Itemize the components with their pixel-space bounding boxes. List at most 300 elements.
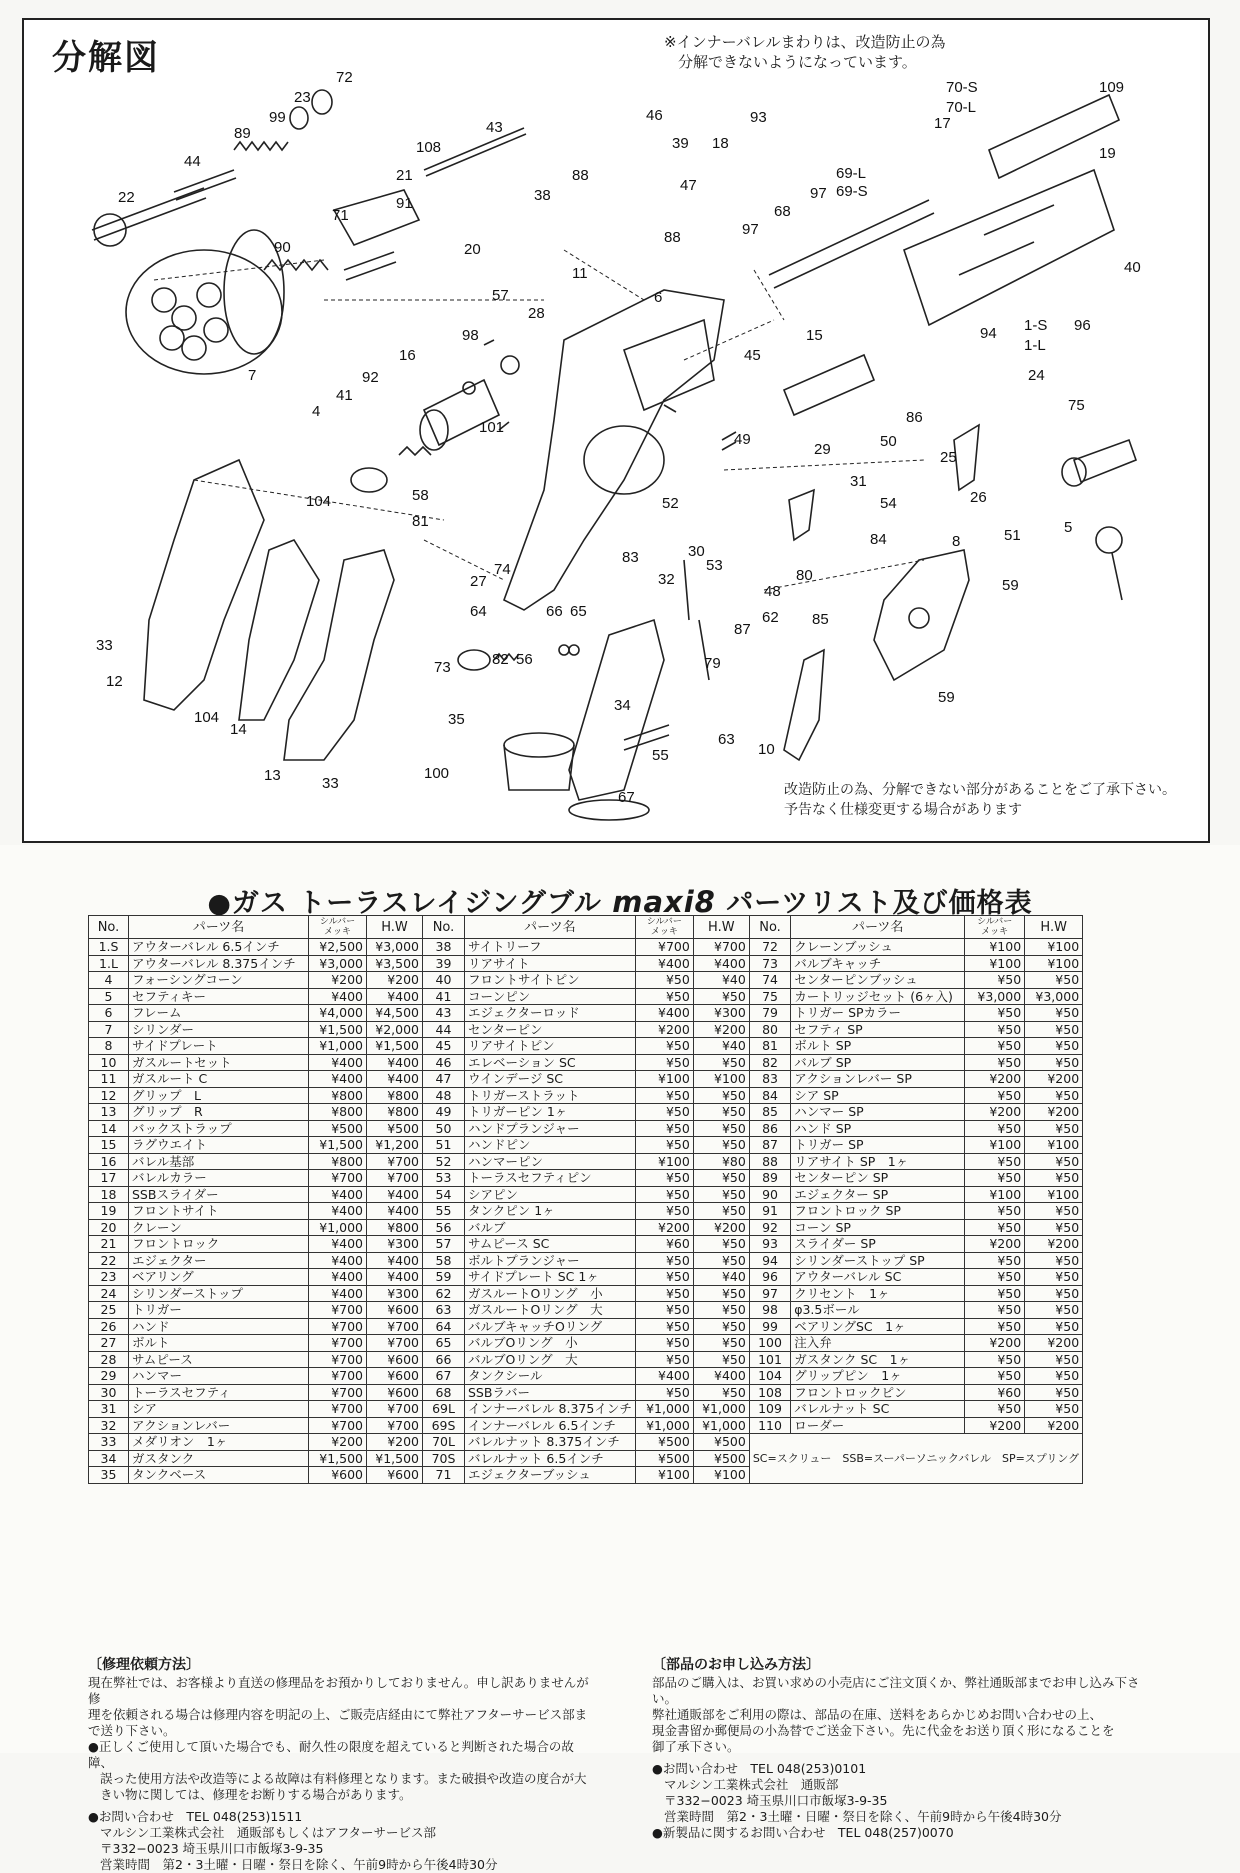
label: 65 — [570, 603, 587, 620]
part-name: エジェクター SP — [791, 1186, 965, 1203]
part-name: バレルナット SC — [791, 1401, 965, 1418]
price-hw: ¥700 — [367, 1401, 423, 1418]
part-no: 16 — [89, 1153, 129, 1170]
label: 17 — [934, 115, 951, 132]
part-name: セフティ SP — [791, 1021, 965, 1038]
part-no: 63 — [423, 1302, 465, 1319]
price-hw: ¥100 — [693, 1467, 749, 1484]
part-no: 52 — [423, 1153, 465, 1170]
table-row — [89, 1186, 1083, 1203]
price-hw: ¥50 — [693, 1252, 749, 1269]
part-no: 110 — [749, 1417, 790, 1434]
price-hw: ¥100 — [1025, 955, 1083, 972]
part-name: SSBラバー — [465, 1384, 636, 1401]
part-no: 68 — [423, 1384, 465, 1401]
label: 23 — [294, 89, 311, 106]
price-silver: ¥700 — [309, 1351, 367, 1368]
price-hw: ¥200 — [693, 1219, 749, 1236]
part-no: 89 — [749, 1170, 790, 1187]
price-silver: ¥100 — [635, 1467, 693, 1484]
price-hw: ¥50 — [693, 1137, 749, 1154]
diagram-title: 分解図 — [52, 38, 160, 78]
price-hw: ¥50 — [1025, 1384, 1083, 1401]
label: 96 — [1074, 317, 1091, 334]
label: 35 — [448, 711, 465, 728]
part-name: コーンピン — [465, 988, 636, 1005]
label: 80 — [796, 567, 813, 584]
part-no: 24 — [89, 1285, 129, 1302]
price-hw: ¥50 — [693, 1335, 749, 1352]
price-silver: ¥700 — [635, 939, 693, 956]
table-row — [89, 1021, 1083, 1038]
order-contact-tel: ●お問い合わせ TEL 048(253)0101 — [652, 1761, 867, 1776]
label: 1-S — [1024, 317, 1048, 334]
label: 57 — [492, 287, 509, 304]
part-no: 44 — [423, 1021, 465, 1038]
price-silver: ¥400 — [309, 1203, 367, 1220]
table-row — [89, 1170, 1083, 1187]
price-hw: ¥400 — [367, 988, 423, 1005]
price-silver: ¥50 — [635, 1186, 693, 1203]
new-products-contact: ●新製品に関するお問い合わせ TEL 048(257)0070 — [652, 1825, 954, 1840]
parts-table-body — [89, 939, 1083, 1484]
label: 54 — [880, 495, 897, 512]
part-no: 53 — [423, 1170, 465, 1187]
price-hw: ¥50 — [1025, 1120, 1083, 1137]
part-name: ガスルート C — [129, 1071, 309, 1088]
table-row — [89, 1368, 1083, 1385]
label: 41 — [336, 387, 353, 404]
price-silver: ¥50 — [635, 1120, 693, 1137]
label: 73 — [434, 659, 451, 676]
label: 49 — [734, 431, 751, 448]
order-contact-company: マルシン工業株式会社 通販部 — [664, 1777, 839, 1792]
table-row — [89, 1054, 1083, 1071]
part-no: 74 — [749, 972, 790, 989]
price-silver: ¥50 — [965, 1219, 1025, 1236]
part-no: 101 — [749, 1351, 790, 1368]
price-hw: ¥50 — [693, 1170, 749, 1187]
table-row — [89, 1236, 1083, 1253]
price-silver: ¥50 — [635, 1335, 693, 1352]
price-silver: ¥400 — [309, 1269, 367, 1286]
label: 72 — [336, 69, 353, 86]
table-header-row — [89, 916, 1083, 939]
part-name: シア SP — [791, 1087, 965, 1104]
part-name: アクションレバー — [129, 1417, 309, 1434]
table-row — [89, 1087, 1083, 1104]
label: 69-L — [836, 165, 867, 182]
price-hw: ¥500 — [367, 1120, 423, 1137]
price-silver: ¥700 — [309, 1318, 367, 1335]
price-silver: ¥800 — [309, 1087, 367, 1104]
price-hw: ¥50 — [1025, 1401, 1083, 1418]
label: 38 — [534, 187, 551, 204]
price-hw: ¥300 — [693, 1005, 749, 1022]
price-silver: ¥2,500 — [309, 939, 367, 956]
label: 40 — [1124, 259, 1141, 276]
price-hw: ¥50 — [693, 1285, 749, 1302]
price-hw: ¥200 — [1025, 1071, 1083, 1088]
label: 59 — [1002, 577, 1019, 594]
label: 87 — [734, 621, 751, 638]
part-no: 100 — [749, 1335, 790, 1352]
label: 109 — [1099, 79, 1125, 96]
price-silver: ¥700 — [309, 1302, 367, 1319]
price-silver: ¥700 — [309, 1384, 367, 1401]
col-silver: シルバー メッキ — [635, 916, 693, 939]
price-hw: ¥50 — [693, 1120, 749, 1137]
price-silver: ¥200 — [965, 1104, 1025, 1121]
part-no: 84 — [749, 1087, 790, 1104]
price-hw: ¥400 — [367, 1071, 423, 1088]
price-silver: ¥100 — [635, 1071, 693, 1088]
part-name: トリガー SPカラー — [791, 1005, 965, 1022]
label: 5 — [1064, 519, 1073, 536]
price-hw: ¥50 — [1025, 1252, 1083, 1269]
price-silver: ¥50 — [965, 1005, 1025, 1022]
price-silver: ¥50 — [635, 1252, 693, 1269]
price-hw: ¥3,000 — [367, 939, 423, 956]
price-hw: ¥50 — [1025, 1038, 1083, 1055]
price-silver: ¥500 — [309, 1120, 367, 1137]
price-silver: ¥50 — [635, 1285, 693, 1302]
table-row — [89, 1401, 1083, 1418]
order-line: 御了承下さい。 — [652, 1739, 740, 1754]
part-name: タンクベース — [129, 1467, 309, 1484]
label: 104 — [306, 493, 332, 510]
part-name: フロントロック — [129, 1236, 309, 1253]
part-name: トリガー SP — [791, 1137, 965, 1154]
price-hw: ¥800 — [367, 1219, 423, 1236]
price-hw: ¥200 — [1025, 1335, 1083, 1352]
label: 74 — [494, 561, 511, 578]
price-silver: ¥50 — [635, 1087, 693, 1104]
repair-line: 理を依頼される場合は修理内容を明記の上、ご販売店経由にて弊社アフターサービス部ま — [88, 1707, 588, 1722]
label: 64 — [470, 603, 487, 620]
part-no: 23 — [89, 1269, 129, 1286]
part-no: 65 — [423, 1335, 465, 1352]
part-no: 70S — [423, 1450, 465, 1467]
part-name: ガスルートセット — [129, 1054, 309, 1071]
part-name: クレーンブッシュ — [791, 939, 965, 956]
part-no: 88 — [749, 1153, 790, 1170]
price-silver: ¥50 — [965, 1285, 1025, 1302]
table-row — [89, 1005, 1083, 1022]
label: 48 — [764, 583, 781, 600]
part-no: 108 — [749, 1384, 790, 1401]
price-hw: ¥50 — [693, 1104, 749, 1121]
price-silver: ¥50 — [635, 1137, 693, 1154]
note-bottom-line-2: 予告なく仕様変更する場合があります — [784, 802, 1022, 818]
label: 32 — [658, 571, 675, 588]
price-hw: ¥50 — [693, 1054, 749, 1071]
price-hw: ¥3,000 — [1025, 988, 1083, 1005]
table-row — [89, 1219, 1083, 1236]
label: 31 — [850, 473, 867, 490]
price-silver: ¥50 — [965, 1054, 1025, 1071]
price-hw: ¥300 — [367, 1236, 423, 1253]
price-hw: ¥600 — [367, 1384, 423, 1401]
part-no: 57 — [423, 1236, 465, 1253]
price-hw: ¥100 — [1025, 1137, 1083, 1154]
price-silver: ¥500 — [635, 1450, 693, 1467]
exploded-view-drawing — [24, 20, 1208, 841]
part-no: 47 — [423, 1071, 465, 1088]
part-no: 80 — [749, 1021, 790, 1038]
part-name: ガスルートOリング 大 — [465, 1302, 636, 1319]
part-no: 8 — [89, 1038, 129, 1055]
part-no: 48 — [423, 1087, 465, 1104]
part-no: 26 — [89, 1318, 129, 1335]
part-name: サイドプレート SC 1ヶ — [465, 1269, 636, 1286]
part-no: 83 — [749, 1071, 790, 1088]
part-name: グリップピン 1ヶ — [791, 1368, 965, 1385]
col-no: No. — [89, 916, 129, 939]
label: 63 — [718, 731, 735, 748]
heading-brand: maxi8 — [612, 885, 716, 919]
table-row — [89, 1038, 1083, 1055]
label: 10 — [758, 741, 775, 758]
part-name: ハンドピン — [465, 1137, 636, 1154]
table-row — [89, 1071, 1083, 1088]
label: 86 — [906, 409, 923, 426]
part-no: 41 — [423, 988, 465, 1005]
part-name: サイドプレート — [129, 1038, 309, 1055]
part-no: 81 — [749, 1038, 790, 1055]
part-no: 19 — [89, 1203, 129, 1220]
price-hw: ¥50 — [693, 1318, 749, 1335]
part-name: トーラスセフティピン — [465, 1170, 636, 1187]
price-silver: ¥50 — [965, 1087, 1025, 1104]
part-name: フロントサイトピン — [465, 972, 636, 989]
order-contact-hours: 営業時間 第2・3土曜・日曜・祭日を除く、午前9時から午後4時30分 — [664, 1809, 1062, 1824]
part-name: バルブOリング 大 — [465, 1351, 636, 1368]
part-no: 7 — [89, 1021, 129, 1038]
part-no: 17 — [89, 1170, 129, 1187]
part-no: 30 — [89, 1384, 129, 1401]
label: 46 — [646, 107, 663, 124]
price-hw: ¥50 — [1025, 1170, 1083, 1187]
part-name: アウターバレル 8.375インチ — [129, 955, 309, 972]
part-name: シリンダーストップ — [129, 1285, 309, 1302]
part-no: 31 — [89, 1401, 129, 1418]
part-no: 87 — [749, 1137, 790, 1154]
part-number-labels — [96, 69, 1141, 806]
part-name: フロントサイト — [129, 1203, 309, 1220]
part-no: 96 — [749, 1269, 790, 1286]
price-silver: ¥200 — [965, 1236, 1025, 1253]
price-silver: ¥1,500 — [309, 1450, 367, 1467]
price-hw: ¥50 — [1025, 1302, 1083, 1319]
part-name: クレーン — [129, 1219, 309, 1236]
part-no: 104 — [749, 1368, 790, 1385]
part-name: フレーム — [129, 1005, 309, 1022]
price-silver: ¥50 — [965, 972, 1025, 989]
diagram-note-bottom — [784, 780, 1176, 820]
part-no: 93 — [749, 1236, 790, 1253]
price-hw: ¥1,000 — [693, 1401, 749, 1418]
part-name: エレベーション SC — [465, 1054, 636, 1071]
exploded-diagram-panel — [22, 18, 1210, 843]
price-hw: ¥1,200 — [367, 1137, 423, 1154]
part-no: 13 — [89, 1104, 129, 1121]
price-silver: ¥100 — [965, 955, 1025, 972]
part-no: 72 — [749, 939, 790, 956]
price-hw: ¥400 — [367, 1252, 423, 1269]
part-name: シリンダー — [129, 1021, 309, 1038]
price-hw: ¥50 — [1025, 1351, 1083, 1368]
price-silver: ¥700 — [309, 1368, 367, 1385]
label: 22 — [118, 189, 135, 206]
part-name: メダリオン 1ヶ — [129, 1434, 309, 1451]
price-hw: ¥50 — [1025, 972, 1083, 989]
price-silver: ¥50 — [635, 988, 693, 1005]
price-silver: ¥3,000 — [965, 988, 1025, 1005]
part-name: バルブ — [465, 1219, 636, 1236]
label: 1-L — [1024, 337, 1046, 354]
part-name: センターピン — [465, 1021, 636, 1038]
price-silver: ¥50 — [965, 1252, 1025, 1269]
part-name: スライダー SP — [791, 1236, 965, 1253]
part-no: 20 — [89, 1219, 129, 1236]
price-silver: ¥50 — [965, 1021, 1025, 1038]
part-no: 35 — [89, 1467, 129, 1484]
order-line: 現金書留か郵便局の小為替でご送金下さい。先に代金をお送り頂く形になることを — [652, 1723, 1115, 1738]
price-silver: ¥50 — [635, 1038, 693, 1055]
price-hw: ¥500 — [693, 1434, 749, 1451]
label: 84 — [870, 531, 887, 548]
price-silver: ¥50 — [965, 1120, 1025, 1137]
part-name: エジェクターロッド — [465, 1005, 636, 1022]
price-hw: ¥50 — [693, 1236, 749, 1253]
repair-section — [88, 1657, 598, 1873]
repair-contact-tel: ●お問い合わせ TEL 048(253)1511 — [88, 1809, 303, 1824]
col-no: No. — [423, 916, 465, 939]
price-hw: ¥700 — [367, 1318, 423, 1335]
label: 58 — [412, 487, 429, 504]
price-silver: ¥200 — [309, 972, 367, 989]
label: 104 — [194, 709, 220, 726]
part-name: トリガーピン 1ヶ — [465, 1104, 636, 1121]
part-name: バルブOリング 小 — [465, 1335, 636, 1352]
part-no: 21 — [89, 1236, 129, 1253]
price-hw: ¥1,000 — [693, 1417, 749, 1434]
label: 89 — [234, 125, 251, 142]
part-name: ハンマー — [129, 1368, 309, 1385]
part-name: リアサイト SP 1ヶ — [791, 1153, 965, 1170]
price-hw: ¥500 — [693, 1450, 749, 1467]
part-name: エジェクターブッシュ — [465, 1467, 636, 1484]
price-hw: ¥50 — [1025, 1269, 1083, 1286]
part-name: カートリッジセット (6ヶ入) — [791, 988, 965, 1005]
order-line: 弊社通販部をご利用の際は、部品の在庫、送料をあらかじめお問い合わせの上、 — [652, 1707, 1103, 1722]
price-hw: ¥200 — [693, 1021, 749, 1038]
price-hw: ¥400 — [367, 1054, 423, 1071]
label: 108 — [416, 139, 442, 156]
part-name: バックストラップ — [129, 1120, 309, 1137]
price-hw: ¥600 — [367, 1467, 423, 1484]
price-silver: ¥50 — [965, 1368, 1025, 1385]
table-row — [89, 1351, 1083, 1368]
part-name: セフティキー — [129, 988, 309, 1005]
part-no: 27 — [89, 1335, 129, 1352]
note-bottom-line-1: 改造防止の為、分解できない部分があることをご了承下さい。 — [784, 782, 1176, 798]
part-no: 39 — [423, 955, 465, 972]
part-name: サムピース SC — [465, 1236, 636, 1253]
label: 56 — [516, 651, 533, 668]
part-name: シア — [129, 1401, 309, 1418]
heading-prefix: ●ガス トーラスレイジングブル — [207, 888, 613, 919]
part-no: 34 — [89, 1450, 129, 1467]
part-name: バルブ SP — [791, 1054, 965, 1071]
label: 98 — [462, 327, 479, 344]
repair-contact-company: マルシン工業株式会社 通販部もしくはアフターサービス部 — [100, 1825, 437, 1840]
price-hw: ¥200 — [367, 972, 423, 989]
repair-contact-address: 〒332−0023 埼玉県川口市飯塚3-9-35 — [100, 1841, 324, 1856]
price-hw: ¥400 — [367, 1269, 423, 1286]
price-silver: ¥60 — [635, 1236, 693, 1253]
part-no: 70L — [423, 1434, 465, 1451]
label: 47 — [680, 177, 697, 194]
table-row — [89, 1318, 1083, 1335]
col-hw: H.W — [693, 916, 749, 939]
col-hw: H.W — [1025, 916, 1083, 939]
part-no: 71 — [423, 1467, 465, 1484]
part-name: サムピース — [129, 1351, 309, 1368]
price-hw: ¥80 — [693, 1153, 749, 1170]
part-name: リアサイトピン — [465, 1038, 636, 1055]
repair-line: ●正しくご使用して頂いた場合でも、耐久性の限度を超えていると判断された場合の故障、 — [88, 1739, 574, 1770]
label: 8 — [952, 533, 961, 550]
part-name: タンクピン 1ヶ — [465, 1203, 636, 1220]
label: 97 — [810, 185, 827, 202]
price-silver: ¥50 — [965, 1401, 1025, 1418]
part-no: 54 — [423, 1186, 465, 1203]
price-hw: ¥400 — [693, 955, 749, 972]
abbreviation-legend: SC=スクリュー SSB=スーパーソニックバレル SP=スプリング — [749, 1434, 1082, 1484]
price-silver: ¥1,000 — [309, 1038, 367, 1055]
price-silver: ¥50 — [635, 1351, 693, 1368]
price-hw: ¥2,000 — [367, 1021, 423, 1038]
part-name: インナーバレル 6.5インチ — [465, 1417, 636, 1434]
part-no: 67 — [423, 1368, 465, 1385]
price-silver: ¥50 — [635, 1054, 693, 1071]
label: 55 — [652, 747, 669, 764]
part-name: ハンマーピン — [465, 1153, 636, 1170]
part-name: グリップ L — [129, 1087, 309, 1104]
part-no: 86 — [749, 1120, 790, 1137]
part-name: バレルカラー — [129, 1170, 309, 1187]
price-hw: ¥400 — [693, 1368, 749, 1385]
label: 6 — [654, 289, 663, 306]
price-silver: ¥1,500 — [309, 1021, 367, 1038]
label: 71 — [332, 207, 349, 224]
part-name: バレルナット 6.5インチ — [465, 1450, 636, 1467]
price-hw: ¥200 — [367, 1434, 423, 1451]
label: 7 — [248, 367, 257, 384]
label: 101 — [479, 419, 505, 436]
part-name: センターピン SP — [791, 1170, 965, 1187]
part-name: 注入弁 — [791, 1335, 965, 1352]
label: 81 — [412, 513, 429, 530]
col-name: パーツ名 — [465, 916, 636, 939]
part-name: ガスタンク SC 1ヶ — [791, 1351, 965, 1368]
price-silver: ¥200 — [965, 1417, 1025, 1434]
label: 19 — [1099, 145, 1116, 162]
table-row — [89, 1335, 1083, 1352]
price-silver: ¥1,000 — [635, 1401, 693, 1418]
